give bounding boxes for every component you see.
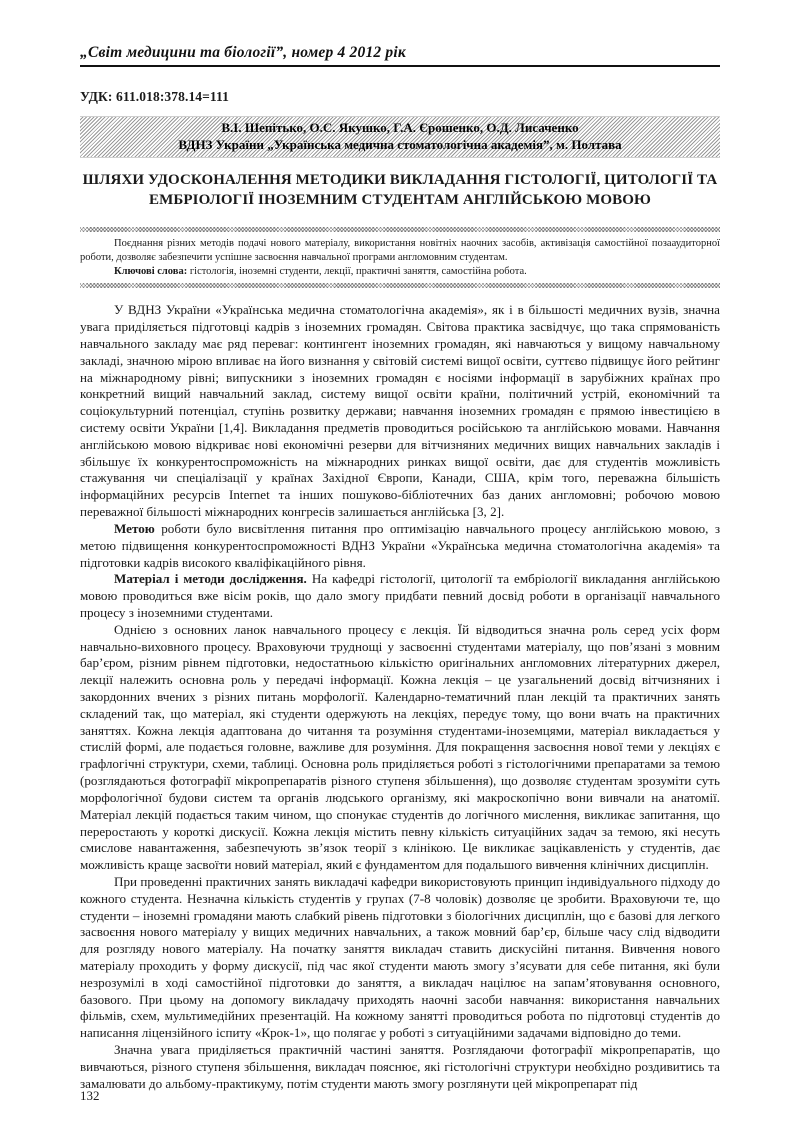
keywords-value: гістологія, іноземні студенти, лекції, практичні заняття, самостійна робота. bbox=[187, 266, 527, 278]
abstract-block bbox=[80, 232, 720, 284]
body-paragraph-6: Значна увага приділяється практичній частині заняття. Розглядаючи фотографії мікропрепаратів, що вивчаються, різного ступеня збільшення, викладач пояснює, які гістологічні структури необхідно роздивитись та замалювати до альбому-практикуму, потім студенти мають змогу розглянути цей мікропрепарат під bbox=[80, 1042, 720, 1091]
body-paragraph-3 bbox=[80, 571, 720, 621]
article-title: ШЛЯХИ УДОСКОНАЛЕННЯ МЕТОДИКИ ВИКЛАДАННЯ ГІСТОЛОГІЇ, ЦИТОЛОГІЇ ТА ЕМБРІОЛОГІЇ ІНОЗЕМНИМ СТУДЕНТАМ АНГЛІЙСЬКОЮ МОВОЮ bbox=[82, 172, 718, 209]
methods-lead-in: Матеріал і методи дослідження. bbox=[114, 571, 307, 587]
abstract-text: Поєднання різних методів подачі нового матеріалу, використання новітніх наочних засобів, активізація самостійної позааудиторної роботи, дозволяє забезпечити успішне засвоєння навчальної програми англомовним студентам. bbox=[80, 237, 720, 264]
aim-lead-in: Метою bbox=[114, 520, 155, 536]
page-number: 132 bbox=[80, 1088, 100, 1103]
aim-text: роботи було висвітлення питання про оптимізацію навчального процесу англійською мовою, з метою підвищення конкурентоспроможності ВДНЗ України «Українська медична стоматологічна академія» та підготовки кадрів високого кваліфікаційного рівня. bbox=[80, 520, 720, 570]
abstract-bottom-rule bbox=[80, 283, 720, 288]
keywords-line bbox=[80, 265, 720, 279]
body-paragraph-5: При проведенні практичних занять викладачі кафедри використовують принцип індивідуального підходу до кожного студента. Незначна кількість студентів у групах (7-8 чоловік) дозволяє це зробити. Враховуючи те, що студенти – іноземні громадяни мають слабкий рівень підготовки з біологічних дисциплін, що є базові для легкого засвоєння нового матеріалу у вищих медичних навчальних, а також мовний бар’єр, більше часу слід відводити для розгляду нового матеріалу. На початку заняття викладач ставить дискусійні питання. Вивчення нового матеріалу проходить у форму дискусії, під час якої студенти мають змогу з’ясувати для себе питання, які були незрозумілі в ході самостійної підготовки до заняття, а викладач націлює на запам’ятовування основного, базового. При цьому на допомогу викладачу приходять наочні засоби навчання: використання навчальних фільмів, схем, мультимедійних презентацій. На кожному занятті проводиться робота по підготовці студентів до написання ліцензійного іспиту «Крок-1», що полягає у роботі з ситуаційними задачами відповідно до теми. bbox=[80, 873, 720, 1041]
abstract-top-rule bbox=[80, 227, 720, 232]
body-paragraph-2 bbox=[80, 521, 720, 571]
body-paragraph-1: У ВДНЗ України «Українська медична стоматологічна академія», як і в більшості медичних вузів, значна увага приділяється підготовці кадрів з іноземних громадян. Світова практика засвідчує, що така спрямованість навчального закладу має ряд переваг: контингент іноземних громадян, які навчаються у вищому навчальному закладі, значною мірою впливає на його визнання у світовій системі вищої освіти, суттєво підвищує його рейтинг на міжнародному рівні; випускники з іноземних громадян є носіями інформації в зарубіжних країнах про конкретний вищий навчальний заклад, систему вищої освіти країни, політичний устрій, економічний та соціокультурний потенціал, ступінь розвитку держави; навчання іноземних громадян є прямою інвестицією в систему освіти України [1,4]. Викладання предметів проводиться російською та англійською мовами. Навчання англійською мовою відкриває нові економічні резерви для вітчизняних медичних вищих навчальних закладів і збільшує їх конкурентоспроможність на міжнародних ринках вищої освіти, дає для студентів можливість стажування чи спеціалізації у країнах Західної Європи, Канади, США, крім того, переважна більшість інформаційних ресурсів Internet та інших пошуково-бібліотечних баз даних англомовні; робочою мовою переважної більшості міжнародних конгресів залишається англійська [3, 2]. bbox=[80, 302, 720, 520]
udc-code: УДК: 611.018:378.14=111 bbox=[80, 89, 229, 104]
authors-band bbox=[80, 116, 720, 158]
header-divider bbox=[80, 65, 720, 67]
author-affiliation: ВДНЗ України „Українська медична стоматологічна академія”, м. Полтава bbox=[178, 136, 622, 152]
article-body bbox=[80, 302, 720, 1092]
body-paragraph-4: Однією з основних ланок навчального процесу є лекція. Їй відводиться значна роль серед усіх форм навчально-виховного процесу. Враховуючи труднощі у засвоєнні студентами матеріалу, що пов’язані з мовним бар’єром, різним рівнем підготовки, недостатньою кількістю оригінальних англомовних літературних джерел, лекції належить основна роль у передачі інформації. Кожна лекція – це узагальнений досвід вітчизняних і закордонних вчених з різних питань морфології. Календарно-тематичний план лекцій та практичних занять складений так, що матеріал, які студенти одержують на лекціях, передує тому, що вони вчать на практичних заняттях. Кожна лекція адаптована до читання та розуміння студентами-іноземцями, матеріал викладається у стислій формі, але подається головне, важливе для розуміння. Для покращення засвоєння нової теми у лекціях є графлогічні структури, схеми, таблиці. Основна роль приділяється роботі з гістологічними препаратами за темою (розглядаються фотографії мікропрепаратів різного ступеня збільшення), що дозволяє студентам зрозуміти суть морфологічної будови систем та органів людського організму, які макроскопічно вони вивчали на анатомії. Матеріал лекцій подається таким чином, що спонукає студентів до логічного мислення, викликає запитання, що переростають у короткі дискусії. Кожна лекція містить певну кількість ситуаційних задач за темою, які несуть смислове навантаження, забезпечують зв’язок теорії з клінікою. Це викликає зацікавленість у студентів, дає можливість краще засвоїти новий матеріал, який є фундаментом для подальшого вивчення клінічних дисциплін. bbox=[80, 621, 720, 873]
keywords-label: Ключові слова: bbox=[114, 266, 188, 278]
author-names: В.І. Шепітько, О.С. Якушко, Г.А. Єрошенко, О.Д. Лисаченко bbox=[221, 120, 579, 135]
running-head: „Світ медицини та біології”, номер 4 2012 рік bbox=[80, 44, 406, 61]
methods-text: На кафедрі гістології, цитології та ембріології викладання англійською мовою проводиться вже вісім років, що дало змогу придбати певний досвід роботи в організації навчального процесу з іноземними студентами. bbox=[80, 571, 720, 620]
